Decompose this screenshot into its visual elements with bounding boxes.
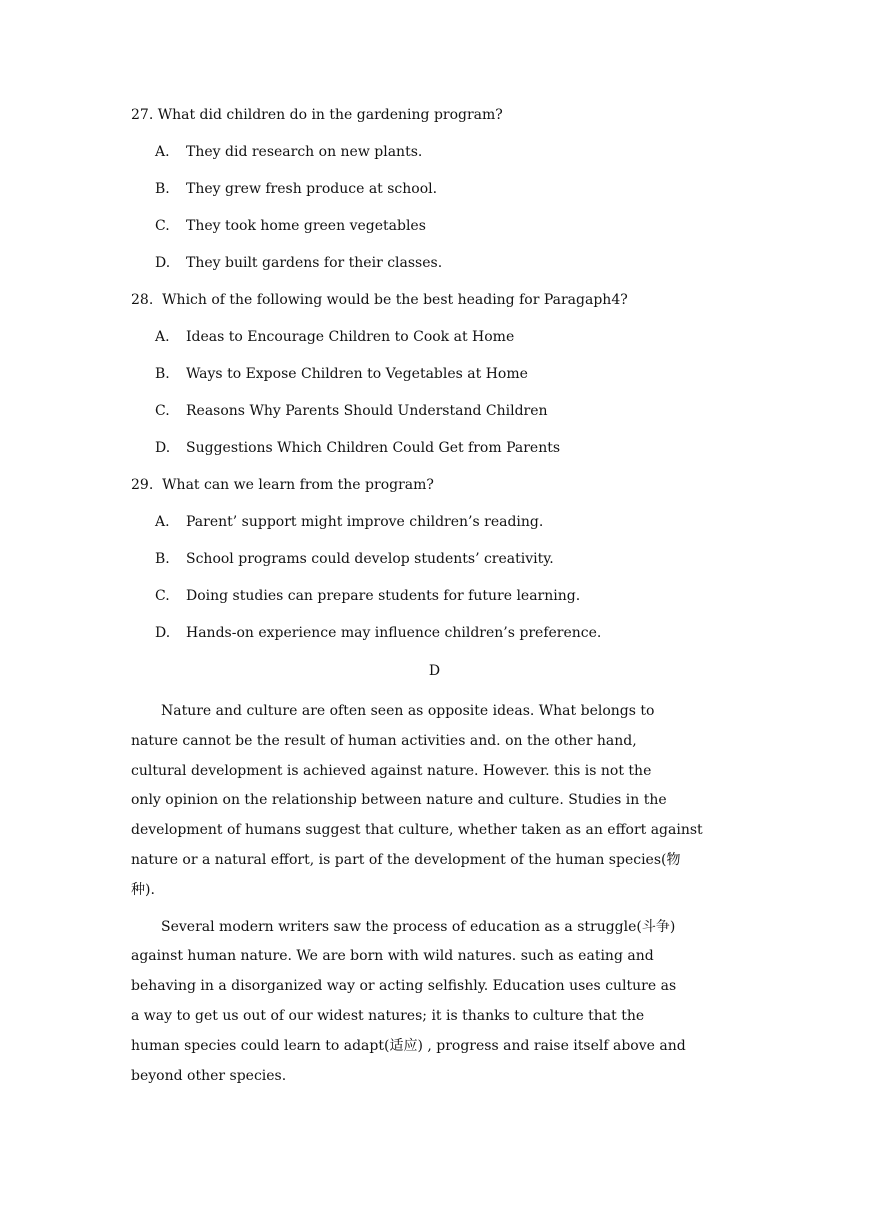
section-heading: D [428, 663, 441, 679]
option-text: They built gardens for their classes. [186, 255, 443, 271]
option-text: Ideas to Encourage Children to Cook at Home [186, 329, 515, 345]
answer-option-d [131, 622, 751, 659]
option-text: Reasons Why Parents Should Understand Children [186, 403, 548, 419]
answer-option-c [131, 585, 751, 622]
option-text: Suggestions Which Children Could Get from Parents [186, 440, 561, 456]
question-stem: 28. Which of the following would be the best heading for Paragaph4? [131, 292, 628, 308]
option-letter: A. [155, 514, 170, 530]
passage-paragraph-2: Several modern writers saw the process of education as a struggle(斗争) against human nature. We are born with wild natures. such as eating and behaving in a disorganized way or acting selfishly. Education uses culture as a way to get us out of our widest natures; it is thanks to culture that the human species could learn to adapt(适应) , progress and raise itself above and beyond other species. [131, 918, 686, 1084]
option-text: They did research on new plants. [186, 144, 423, 160]
option-text: Hands-on experience may influence children’s preference. [186, 625, 602, 641]
option-text: Ways to Expose Children to Vegetables at Home [186, 366, 528, 382]
answer-option-b [131, 548, 751, 585]
option-letter: C. [155, 588, 170, 604]
option-text: School programs could develop students’ creativity. [186, 551, 554, 567]
question-stem: 29. What can we learn from the program? [131, 477, 434, 493]
answer-option-c [131, 215, 751, 252]
option-letter: A. [155, 144, 170, 160]
reading-passage [131, 697, 743, 1098]
option-text: They grew fresh produce at school. [186, 181, 438, 197]
answer-option-b [131, 178, 751, 215]
option-letter: D. [155, 440, 171, 456]
question-list [131, 104, 751, 659]
answer-option-a [131, 511, 751, 548]
answer-option-a [131, 326, 751, 363]
option-text: They took home green vegetables [186, 218, 426, 234]
answer-option-d [131, 252, 751, 289]
answer-option-b [131, 363, 751, 400]
option-letter: B. [155, 551, 170, 567]
question-28 [131, 289, 751, 474]
option-letter: B. [155, 181, 170, 197]
question-29 [131, 474, 751, 659]
question-27 [131, 104, 751, 289]
option-letter: D. [155, 255, 171, 271]
option-letter: A. [155, 329, 170, 345]
question-stem: 27. What did children do in the gardening program? [131, 107, 503, 123]
option-letter: B. [155, 366, 170, 382]
option-text: Doing studies can prepare students for future learning. [186, 588, 581, 604]
option-letter: D. [155, 625, 171, 641]
option-letter: C. [155, 218, 170, 234]
option-text: Parent’ support might improve children’s reading. [186, 514, 544, 530]
option-letter: C. [155, 403, 170, 419]
answer-option-c [131, 400, 751, 437]
answer-option-d [131, 437, 751, 474]
answer-option-a [131, 141, 751, 178]
passage-paragraph-1: Nature and culture are often seen as opposite ideas. What belongs to nature cannot be the result of human activities and. on the other hand, cultural development is achieved against nature. However. this is not the only opinion on the relationship between nature and culture. Studies in the development of humans suggest that culture, whether taken as an effort against nature or a natural effort, is part of the development of the human species(物 种). [131, 703, 703, 898]
